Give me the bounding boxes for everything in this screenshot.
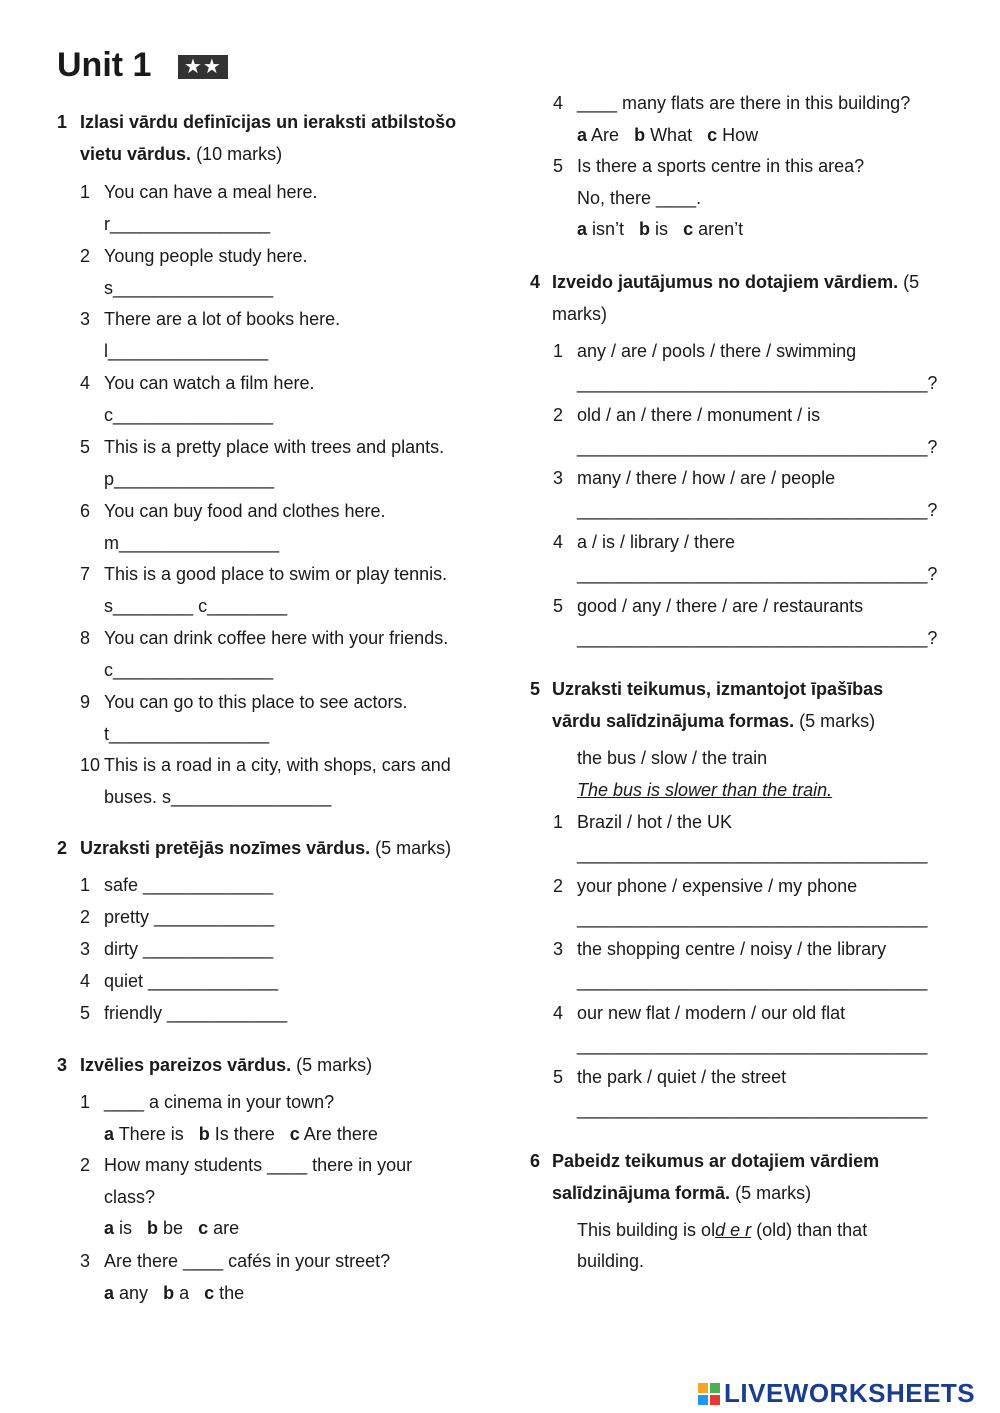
s4-item-number: 4 bbox=[553, 532, 564, 553]
s2-item-number: 5 bbox=[80, 1003, 91, 1023]
s2-item-3: 3 dirty _____________ bbox=[80, 939, 274, 959]
section-4-number: 4 bbox=[530, 272, 541, 292]
s1-item-6-answer-line[interactable]: m________________ bbox=[104, 532, 280, 553]
s5-item-2-answer-line[interactable]: ___________________________________ bbox=[577, 907, 928, 928]
s2-item-2: 2 pretty ____________ bbox=[80, 907, 275, 927]
s5-item-1-answer-line[interactable]: ___________________________________ bbox=[577, 844, 928, 864]
s4-item-2-answer-line[interactable]: ___________________________________? bbox=[577, 436, 938, 457]
s1-item-number: 5 bbox=[80, 436, 91, 457]
s5-item-3-answer-line[interactable]: ___________________________________ bbox=[577, 971, 928, 992]
s1-item-4-answer-line[interactable]: c________________ bbox=[104, 405, 274, 426]
section-1-title-line2: vietu vārdus. (10 marks) bbox=[80, 144, 283, 164]
s2-item-number: 3 bbox=[80, 939, 91, 959]
s3-item-3-options bbox=[104, 1283, 244, 1304]
s3-item-number: 5 bbox=[553, 156, 564, 176]
s1-item-9-question: 9 You can go to this place to see actors. bbox=[80, 691, 408, 712]
s3-item-1-option-a[interactable]: a There is bbox=[104, 1123, 184, 1144]
s3-item-2-option-c[interactable]: c are bbox=[198, 1218, 240, 1238]
s3-item-3-option-b[interactable]: b a bbox=[163, 1282, 190, 1303]
section-2-number: 2 bbox=[57, 838, 68, 858]
s3-item-4-question: 4 ____ many flats are there in this building? bbox=[553, 93, 911, 113]
page-title: Unit 1 bbox=[57, 46, 152, 84]
s4-item-2-prompt: 2 old / an / there / monument / is bbox=[553, 404, 821, 425]
s3-item-4-option-c[interactable]: c How bbox=[707, 124, 759, 145]
s5-item-number: 2 bbox=[553, 875, 564, 896]
s1-item-number: 9 bbox=[80, 691, 91, 712]
s1-item-3-question: 3 There are a lot of books here. bbox=[80, 309, 341, 330]
s1-item-number: 2 bbox=[80, 245, 91, 266]
s5-item-3-prompt: 3 the shopping centre / noisy / the library bbox=[553, 939, 887, 960]
s1-item-number: 6 bbox=[80, 500, 91, 521]
s3-item-5-question-cont: No, there ____. bbox=[577, 187, 702, 208]
s1-item-1-answer-line[interactable]: r________________ bbox=[104, 214, 271, 234]
s2-item-4: 4 quiet _____________ bbox=[80, 971, 279, 991]
s4-item-1-prompt: 1 any / are / pools / there / swimming bbox=[553, 341, 857, 361]
s3-item-number: 3 bbox=[80, 1251, 91, 1271]
s1-item-9-answer-line[interactable]: t________________ bbox=[104, 723, 270, 744]
s3-item-5-option-c[interactable]: c aren’t bbox=[683, 219, 744, 239]
s5-item-4-prompt: 4 our new flat / modern / our old flat bbox=[553, 1003, 846, 1024]
s4-item-number: 5 bbox=[553, 595, 564, 616]
liveworksheets-logo bbox=[698, 1378, 975, 1409]
s5-item-5-answer-line[interactable]: ___________________________________ bbox=[577, 1098, 928, 1119]
section-3-title: Izvēlies pareizos vārdus. (5 marks) bbox=[80, 1055, 373, 1075]
s3-item-3-option-c[interactable]: c the bbox=[204, 1282, 245, 1303]
section-5-example-prompt: the bus / slow / the train bbox=[577, 748, 768, 768]
s4-item-3-prompt: 3 many / there / how / are / people bbox=[553, 468, 836, 489]
s1-item-8-question: 8 You can drink coffee here with your friends. bbox=[80, 627, 449, 648]
s1-item-7-question: 7 This is a good place to swim or play tennis. bbox=[80, 564, 448, 585]
s1-item-2-answer-line[interactable]: s________________ bbox=[104, 277, 274, 298]
s3-item-1-option-c[interactable]: c Are there bbox=[289, 1123, 378, 1144]
section-6-example-line2: building. bbox=[577, 1251, 645, 1271]
section-6-example: This building is old e r (old) than that bbox=[577, 1220, 868, 1240]
s1-item-number: 7 bbox=[80, 564, 91, 585]
s5-item-1-prompt: 1 Brazil / hot / the UK bbox=[553, 812, 733, 832]
s3-item-4-option-b[interactable]: b What bbox=[634, 124, 693, 145]
section-5-title-line1: Uzraksti teikumus, izmantojot īpašības bbox=[552, 679, 884, 699]
s1-item-3-answer-line[interactable]: l________________ bbox=[104, 341, 269, 362]
section-4-marks: marks) bbox=[552, 304, 607, 324]
s3-item-5-option-a[interactable]: a isn’t bbox=[577, 219, 625, 239]
s3-item-3-option-a[interactable]: a any bbox=[104, 1282, 149, 1303]
s1-item-number: 3 bbox=[80, 309, 91, 330]
s5-item-number: 4 bbox=[553, 1003, 564, 1024]
s1-item-number: 1 bbox=[80, 182, 91, 202]
s2-item-5: 5 friendly ____________ bbox=[80, 1003, 288, 1023]
s3-item-4-options bbox=[577, 125, 758, 146]
s3-item-5-option-b[interactable]: b is bbox=[639, 219, 669, 239]
s1-item-4-question: 4 You can watch a film here. bbox=[80, 373, 315, 394]
s3-item-number: 4 bbox=[553, 93, 564, 113]
s5-item-number: 1 bbox=[553, 812, 564, 832]
s4-item-number: 3 bbox=[553, 468, 564, 489]
s1-item-5-answer-line[interactable]: p________________ bbox=[104, 468, 275, 489]
section-1-title-line1: Izlasi vārdu definīcijas un ieraksti atbilstošo bbox=[80, 112, 457, 132]
s1-item-2-question: 2 Young people study here. bbox=[80, 245, 308, 266]
s2-item-number: 4 bbox=[80, 971, 91, 991]
s4-item-number: 1 bbox=[553, 341, 564, 361]
section-5-number: 5 bbox=[530, 679, 541, 699]
s3-item-3-question: 3 Are there ____ cafés in your street? bbox=[80, 1251, 391, 1271]
s1-item-number: 8 bbox=[80, 627, 91, 648]
s5-item-number: 3 bbox=[553, 939, 564, 960]
s3-item-1-question: 1 ____ a cinema in your town? bbox=[80, 1092, 335, 1112]
s1-item-7-answer-line[interactable]: s________ c________ bbox=[104, 596, 288, 617]
s4-item-4-prompt: 4 a / is / library / there bbox=[553, 532, 736, 553]
s4-item-3-answer-line[interactable]: ___________________________________? bbox=[577, 500, 938, 521]
s3-item-2-option-b[interactable]: b be bbox=[147, 1218, 184, 1238]
s2-item-number: 1 bbox=[80, 875, 91, 895]
s3-item-2-question-cont: class? bbox=[104, 1186, 156, 1207]
s3-item-5-options bbox=[577, 219, 743, 240]
s3-item-2-question: 2 How many students ____ there in your bbox=[80, 1155, 413, 1175]
s3-item-2-options bbox=[104, 1218, 239, 1239]
s1-item-10-answer-line[interactable]: buses. s________________ bbox=[104, 787, 332, 808]
s4-item-number: 2 bbox=[553, 404, 564, 425]
section-6-number: 6 bbox=[530, 1151, 541, 1171]
s3-item-5-question: 5 Is there a sports centre in this area? bbox=[553, 156, 865, 176]
difficulty-stars: ★★ bbox=[178, 55, 228, 79]
section-6-title-line2: salīdzinājuma formā. (5 marks) bbox=[552, 1183, 812, 1203]
s4-item-5-prompt: 5 good / any / there / are / restaurants bbox=[553, 595, 864, 616]
s3-item-1-options bbox=[104, 1124, 378, 1145]
s1-item-5-question: 5 This is a pretty place with trees and plants. bbox=[80, 436, 445, 457]
section-6-title-line1: Pabeidz teikumus ar dotajiem vārdiem bbox=[552, 1151, 880, 1171]
section-2-title: Uzraksti pretējās nozīmes vārdus. (5 marks) bbox=[80, 838, 452, 858]
s1-item-10-question: 10 This is a road in a city, with shops, cars and bbox=[80, 755, 451, 776]
section-5-title-line2: vārdu salīdzinājuma formas. (5 marks) bbox=[552, 711, 876, 731]
liveworksheets-logo-text: LIVEWORKSHEETS bbox=[724, 1378, 976, 1408]
s4-item-4-answer-line[interactable]: ___________________________________? bbox=[577, 564, 938, 585]
s1-item-6-question: 6 You can buy food and clothes here. bbox=[80, 500, 386, 521]
s5-item-2-prompt: 2 your phone / expensive / my phone bbox=[553, 875, 858, 896]
s2-item-1: 1 safe _____________ bbox=[80, 875, 274, 895]
s1-item-number: 4 bbox=[80, 373, 91, 394]
s1-item-1-question: 1 You can have a meal here. bbox=[80, 182, 318, 202]
s1-item-8-answer-line[interactable]: c________________ bbox=[104, 659, 274, 680]
s3-item-number: 2 bbox=[80, 1155, 91, 1175]
s4-item-5-answer-line[interactable]: ___________________________________? bbox=[577, 627, 938, 648]
section-4-title: Izveido jautājumus no dotajiem vārdiem. (5 bbox=[552, 272, 920, 292]
section-1-number: 1 bbox=[57, 112, 68, 132]
s4-item-1-answer-line[interactable]: ___________________________________? bbox=[577, 373, 938, 393]
s3-item-4-option-a[interactable]: a Are bbox=[577, 124, 620, 145]
section-3-number: 3 bbox=[57, 1055, 68, 1075]
s5-item-4-answer-line[interactable]: ___________________________________ bbox=[577, 1035, 928, 1056]
section-5-example-answer: The bus is slower than the train. bbox=[577, 780, 833, 800]
s2-item-number: 2 bbox=[80, 907, 91, 927]
liveworksheets-logo-icon bbox=[698, 1383, 720, 1405]
s1-item-number: 10 bbox=[80, 755, 101, 776]
s5-item-5-prompt: 5 the park / quiet / the street bbox=[553, 1066, 787, 1087]
s3-item-number: 1 bbox=[80, 1092, 91, 1112]
s3-item-1-option-b[interactable]: b Is there bbox=[198, 1123, 275, 1144]
s3-item-2-option-a[interactable]: a is bbox=[104, 1218, 133, 1238]
s5-item-number: 5 bbox=[553, 1066, 564, 1087]
